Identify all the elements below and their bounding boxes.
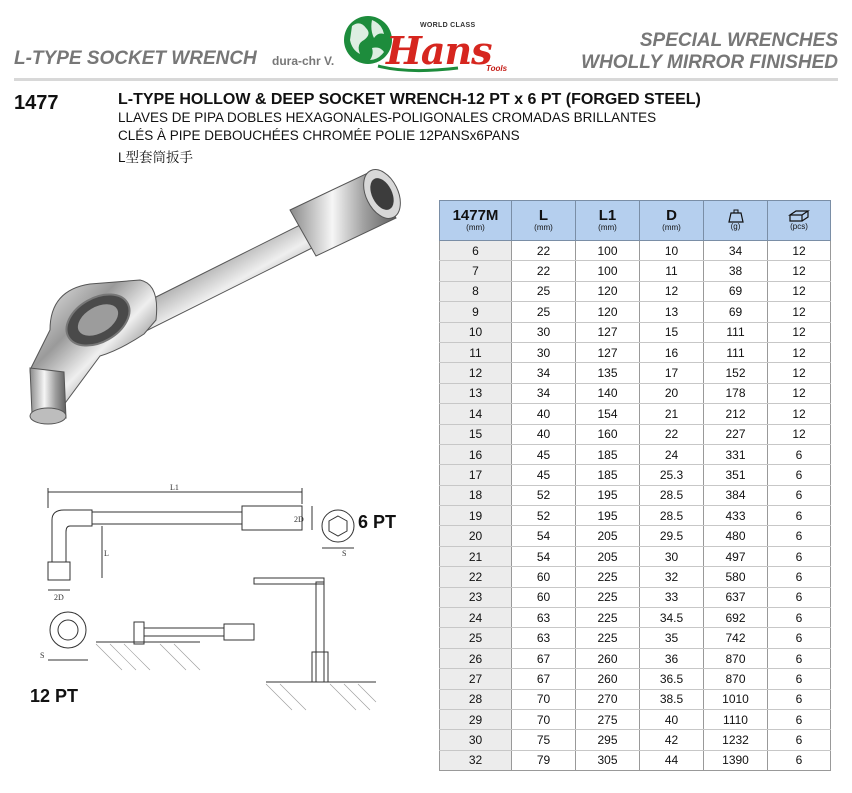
cell-size: 16 [440, 444, 512, 464]
cell-l: 22 [512, 261, 576, 281]
table-row [440, 404, 831, 424]
cell-d: 44 [640, 750, 704, 770]
cell-pcs: 6 [768, 465, 831, 485]
cell-weight: 351 [704, 465, 768, 485]
cell-weight: 1390 [704, 750, 768, 770]
table-row [440, 322, 831, 342]
cell-weight: 870 [704, 669, 768, 689]
cell-pcs: 6 [768, 546, 831, 566]
cell-weight: 870 [704, 648, 768, 668]
cell-pcs: 6 [768, 730, 831, 750]
cell-d: 35 [640, 628, 704, 648]
cell-d: 29.5 [640, 526, 704, 546]
logo-wordmark: Hans [386, 28, 492, 73]
cell-d: 28.5 [640, 485, 704, 505]
spec-table [439, 200, 831, 771]
header-size: 1477M (mm) [440, 201, 512, 241]
table-row [440, 465, 831, 485]
cell-pcs: 6 [768, 750, 831, 770]
table-row [440, 546, 831, 566]
cell-size: 11 [440, 342, 512, 362]
product-title-en: L-TYPE HOLLOW & DEEP SOCKET WRENCH-12 PT x 6 PT (FORGED STEEL) [118, 91, 701, 108]
category-title: SPECIAL WRENCHES [639, 30, 838, 51]
cell-l: 70 [512, 709, 576, 729]
cell-d: 32 [640, 567, 704, 587]
dim-label-2d-socket: 2D [294, 515, 304, 524]
cell-l: 79 [512, 750, 576, 770]
cell-pcs: 12 [768, 363, 831, 383]
cell-weight: 212 [704, 404, 768, 424]
cell-l1: 120 [576, 281, 640, 301]
cell-pcs: 6 [768, 444, 831, 464]
cell-weight: 480 [704, 526, 768, 546]
cell-l: 52 [512, 506, 576, 526]
cell-l1: 127 [576, 322, 640, 342]
dim-label-s-6pt: S [342, 549, 347, 558]
cell-weight: 384 [704, 485, 768, 505]
cell-l1: 100 [576, 241, 640, 261]
cell-pcs: 12 [768, 261, 831, 281]
cell-d: 30 [640, 546, 704, 566]
cell-l: 22 [512, 241, 576, 261]
cell-d: 34.5 [640, 608, 704, 628]
cell-l1: 205 [576, 526, 640, 546]
table-row [440, 444, 831, 464]
cell-l: 54 [512, 526, 576, 546]
cell-l1: 195 [576, 506, 640, 526]
cell-d: 12 [640, 281, 704, 301]
brand-logo [338, 4, 513, 78]
cell-l: 70 [512, 689, 576, 709]
cell-pcs: 12 [768, 281, 831, 301]
cell-weight: 152 [704, 363, 768, 383]
cell-weight: 69 [704, 281, 768, 301]
weight-icon [726, 209, 746, 223]
header-d: D (mm) [640, 201, 704, 241]
cell-d: 10 [640, 241, 704, 261]
product-title-zh: L型套筒扳手 [118, 150, 194, 165]
table-row [440, 281, 831, 301]
header-l: L (mm) [512, 201, 576, 241]
cell-size: 27 [440, 669, 512, 689]
cell-d: 16 [640, 342, 704, 362]
cell-weight: 111 [704, 322, 768, 342]
cell-l1: 195 [576, 485, 640, 505]
table-row [440, 669, 831, 689]
cell-weight: 497 [704, 546, 768, 566]
cell-l1: 225 [576, 587, 640, 607]
cell-l: 45 [512, 444, 576, 464]
cell-weight: 227 [704, 424, 768, 444]
cell-size: 9 [440, 302, 512, 322]
cell-weight: 111 [704, 342, 768, 362]
table-row [440, 648, 831, 668]
cell-size: 29 [440, 709, 512, 729]
cell-l1: 225 [576, 567, 640, 587]
table-row [440, 302, 831, 322]
cell-l1: 135 [576, 363, 640, 383]
cell-l: 40 [512, 404, 576, 424]
logo-tagline: WORLD CLASS [420, 22, 476, 29]
cell-pcs: 6 [768, 567, 831, 587]
model-number: 1477 [14, 92, 59, 114]
cell-l: 30 [512, 342, 576, 362]
cell-pcs: 6 [768, 526, 831, 546]
cell-pcs: 6 [768, 485, 831, 505]
cell-l1: 120 [576, 302, 640, 322]
cell-weight: 38 [704, 261, 768, 281]
cell-l1: 260 [576, 669, 640, 689]
cell-l1: 185 [576, 465, 640, 485]
cell-d: 25.3 [640, 465, 704, 485]
cell-l: 54 [512, 546, 576, 566]
table-row [440, 628, 831, 648]
cell-weight: 580 [704, 567, 768, 587]
cell-size: 14 [440, 404, 512, 424]
cell-size: 23 [440, 587, 512, 607]
header-weight: (g) [704, 201, 768, 241]
cell-l: 75 [512, 730, 576, 750]
cell-weight: 331 [704, 444, 768, 464]
cell-size: 28 [440, 689, 512, 709]
header-pack: (pcs) [768, 201, 831, 241]
cell-l1: 140 [576, 383, 640, 403]
table-row [440, 709, 831, 729]
cell-size: 30 [440, 730, 512, 750]
table-row [440, 587, 831, 607]
table-row [440, 241, 831, 261]
cell-l: 60 [512, 567, 576, 587]
dim-label-l: L [104, 549, 109, 558]
cell-pcs: 6 [768, 709, 831, 729]
cell-size: 10 [440, 322, 512, 342]
wrench-photo [20, 160, 420, 460]
cell-pcs: 6 [768, 669, 831, 689]
cell-size: 22 [440, 567, 512, 587]
cell-d: 40 [640, 709, 704, 729]
cell-l: 67 [512, 648, 576, 668]
header-divider [14, 78, 838, 81]
table-header-row [440, 201, 831, 241]
cell-d: 38.5 [640, 689, 704, 709]
cell-l1: 127 [576, 342, 640, 362]
dim-label-l1: L1 [170, 483, 179, 492]
cell-l: 34 [512, 383, 576, 403]
cell-d: 15 [640, 322, 704, 342]
cell-pcs: 12 [768, 404, 831, 424]
cell-d: 24 [640, 444, 704, 464]
cell-size: 25 [440, 628, 512, 648]
cell-pcs: 6 [768, 506, 831, 526]
cell-l: 45 [512, 465, 576, 485]
cell-size: 21 [440, 546, 512, 566]
cell-size: 18 [440, 485, 512, 505]
cell-l: 25 [512, 281, 576, 301]
cell-weight: 34 [704, 241, 768, 261]
cell-l1: 160 [576, 424, 640, 444]
cell-pcs: 12 [768, 342, 831, 362]
cell-l: 63 [512, 608, 576, 628]
cell-d: 21 [640, 404, 704, 424]
cell-size: 8 [440, 281, 512, 301]
cell-pcs: 12 [768, 383, 831, 403]
table-row [440, 689, 831, 709]
cell-size: 13 [440, 383, 512, 403]
cell-l1: 185 [576, 444, 640, 464]
cell-weight: 742 [704, 628, 768, 648]
cell-weight: 1110 [704, 709, 768, 729]
table-row [440, 750, 831, 770]
cell-l: 25 [512, 302, 576, 322]
cell-pcs: 6 [768, 608, 831, 628]
cell-l1: 100 [576, 261, 640, 281]
table-row [440, 261, 831, 281]
cell-weight: 69 [704, 302, 768, 322]
cell-pcs: 6 [768, 689, 831, 709]
cell-size: 19 [440, 506, 512, 526]
table-row [440, 424, 831, 444]
cell-d: 22 [640, 424, 704, 444]
cell-l: 52 [512, 485, 576, 505]
cell-l1: 305 [576, 750, 640, 770]
cell-weight: 692 [704, 608, 768, 628]
product-title-es: LLAVES DE PIPA DOBLES HEXAGONALES-POLIGONALES CROMADAS BRILLANTES [118, 110, 657, 125]
cell-weight: 433 [704, 506, 768, 526]
cell-weight: 637 [704, 587, 768, 607]
cell-d: 11 [640, 261, 704, 281]
cell-d: 13 [640, 302, 704, 322]
cell-d: 36.5 [640, 669, 704, 689]
cell-d: 42 [640, 730, 704, 750]
logo-suffix: Tools [486, 64, 508, 73]
cell-l: 34 [512, 363, 576, 383]
cell-size: 6 [440, 241, 512, 261]
cell-size: 20 [440, 526, 512, 546]
cell-d: 36 [640, 648, 704, 668]
table-row [440, 383, 831, 403]
material-note: dura-chr V. [272, 54, 335, 68]
cell-size: 26 [440, 648, 512, 668]
table-row [440, 363, 831, 383]
cell-l1: 260 [576, 648, 640, 668]
cell-pcs: 6 [768, 587, 831, 607]
cell-pcs: 12 [768, 302, 831, 322]
dim-label-2d: 2D [54, 593, 64, 602]
section-title: L-TYPE SOCKET WRENCH [14, 48, 257, 69]
cell-pcs: 12 [768, 241, 831, 261]
cell-l1: 225 [576, 608, 640, 628]
cell-d: 33 [640, 587, 704, 607]
cell-pcs: 12 [768, 322, 831, 342]
cell-l1: 225 [576, 628, 640, 648]
cell-l1: 295 [576, 730, 640, 750]
box-icon [788, 209, 810, 223]
cell-l1: 275 [576, 709, 640, 729]
product-title-fr: CLÉS À PIPE DEBOUCHÉES CHROMÉE POLIE 12PANSx6PANS [118, 128, 520, 143]
cell-l1: 205 [576, 546, 640, 566]
cell-size: 7 [440, 261, 512, 281]
cell-pcs: 6 [768, 648, 831, 668]
cell-l: 60 [512, 587, 576, 607]
finish-title: WHOLLY MIRROR FINISHED [581, 52, 838, 73]
cell-d: 28.5 [640, 506, 704, 526]
cell-pcs: 6 [768, 628, 831, 648]
cell-size: 12 [440, 363, 512, 383]
cell-d: 20 [640, 383, 704, 403]
header-l1: L1 (mm) [576, 201, 640, 241]
label-12pt: 12 PT [30, 686, 79, 706]
cell-weight: 1010 [704, 689, 768, 709]
cell-weight: 1232 [704, 730, 768, 750]
table-row [440, 608, 831, 628]
cell-size: 24 [440, 608, 512, 628]
table-row [440, 567, 831, 587]
table-row [440, 485, 831, 505]
cell-l1: 154 [576, 404, 640, 424]
table-row [440, 730, 831, 750]
cell-d: 17 [640, 363, 704, 383]
cell-l1: 270 [576, 689, 640, 709]
cell-pcs: 12 [768, 424, 831, 444]
cell-size: 15 [440, 424, 512, 444]
table-row [440, 342, 831, 362]
cell-l: 40 [512, 424, 576, 444]
cell-size: 32 [440, 750, 512, 770]
table-row [440, 506, 831, 526]
dim-label-s-12pt: S [40, 651, 45, 660]
cell-l: 67 [512, 669, 576, 689]
label-6pt: 6 PT [358, 512, 397, 532]
cell-l: 63 [512, 628, 576, 648]
cell-size: 17 [440, 465, 512, 485]
cell-l: 30 [512, 322, 576, 342]
table-row [440, 526, 831, 546]
cell-weight: 178 [704, 383, 768, 403]
